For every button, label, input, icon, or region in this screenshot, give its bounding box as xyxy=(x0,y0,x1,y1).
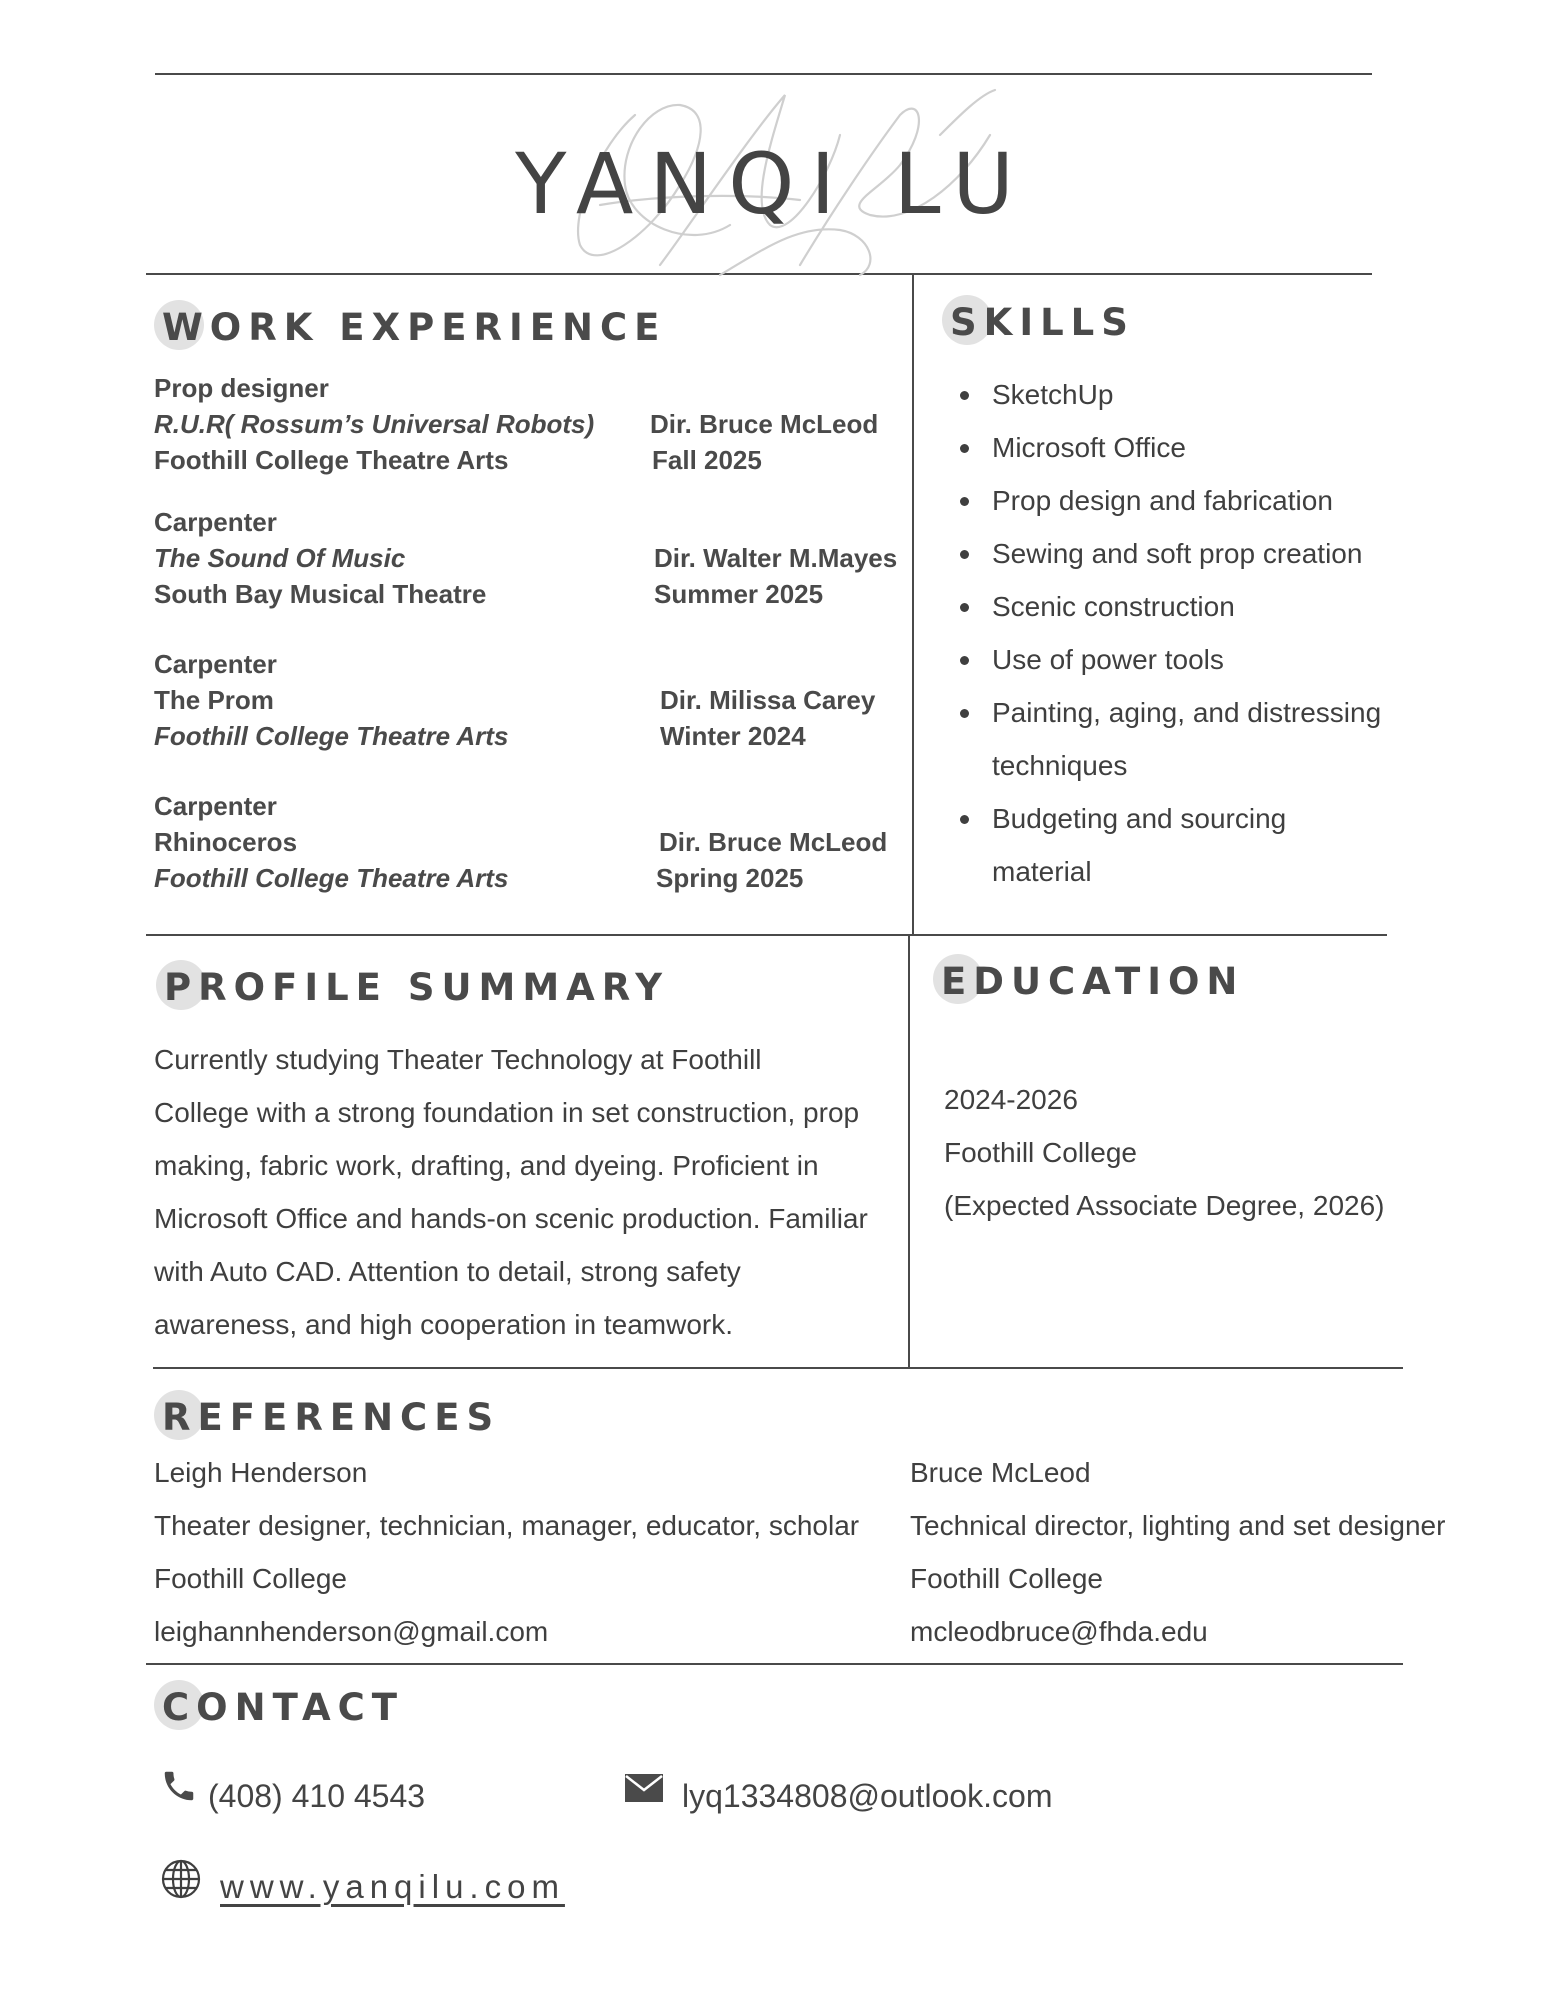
work-term: Summer 2025 xyxy=(654,579,824,609)
work-production: The Sound Of Music xyxy=(154,543,406,573)
envelope-icon xyxy=(624,1773,664,1803)
summary-line: with Auto CAD. Attention to detail, strong safety xyxy=(154,1256,741,1287)
summary-line: College with a strong foundation in set construction, prop xyxy=(154,1097,860,1128)
references-divider xyxy=(146,1663,1403,1665)
reference-name: Leigh Henderson xyxy=(154,1457,368,1488)
work-role: Carpenter xyxy=(154,791,277,821)
work-entry xyxy=(154,646,914,754)
work-director: Dir. Milissa Carey xyxy=(660,685,876,715)
reference-card xyxy=(910,1446,1445,1658)
summary-line: Currently studying Theater Technology at Foothill xyxy=(154,1044,762,1075)
work-production: R.U.R( Rossum’s Universal Robots) xyxy=(154,409,595,439)
website-link[interactable]: www.yanqilu.com xyxy=(220,1868,565,1905)
reference-title: Theater designer, technician, manager, educator, scholar xyxy=(154,1510,860,1541)
work-role: Prop designer xyxy=(154,373,329,403)
page-title: YANQI LU xyxy=(515,135,1030,233)
column-divider-bottom xyxy=(908,934,910,1368)
work-term: Fall 2025 xyxy=(652,445,762,475)
skill-item: Scenic construction xyxy=(958,580,1418,633)
skill-item: Microsoft Office xyxy=(958,421,1418,474)
reference-email[interactable]: mcleodbruce@fhda.edu xyxy=(910,1616,1208,1647)
work-venue: Foothill College Theatre Arts xyxy=(154,863,509,893)
skill-item: SketchUp xyxy=(958,368,1418,421)
summary-line: awareness, and high cooperation in teamwork. xyxy=(154,1309,734,1340)
work-term: Winter 2024 xyxy=(660,721,806,751)
summary-line: Microsoft Office and hands-on scenic production. Familiar xyxy=(154,1203,868,1234)
work-venue: Foothill College Theatre Arts xyxy=(154,445,509,475)
education-degree: (Expected Associate Degree, 2026) xyxy=(944,1190,1385,1221)
work-venue: South Bay Musical Theatre xyxy=(154,579,487,609)
education-school: Foothill College xyxy=(944,1137,1137,1168)
work-role: Carpenter xyxy=(154,649,277,679)
skill-item: Prop design and fabrication xyxy=(958,474,1418,527)
work-production: The Prom xyxy=(154,685,274,715)
globe-icon xyxy=(160,1858,202,1900)
work-venue: Foothill College Theatre Arts xyxy=(154,721,509,751)
email-address[interactable]: lyq1334808@outlook.com xyxy=(682,1778,1053,1814)
skill-item: Painting, aging, and distressing techniques xyxy=(958,686,1412,792)
work-director: Dir. Bruce McLeod xyxy=(650,409,879,439)
profile-summary-text xyxy=(154,1033,894,1351)
phone-number[interactable]: (408) 410 4543 xyxy=(208,1778,426,1814)
skill-item: Budgeting and sourcing material xyxy=(958,792,1322,898)
reference-card xyxy=(154,1446,859,1658)
reference-org: Foothill College xyxy=(154,1563,347,1594)
summary-line: making, fabric work, drafting, and dyeing. Proficient in xyxy=(154,1150,819,1181)
reference-email[interactable]: leighannhenderson@gmail.com xyxy=(154,1616,549,1647)
work-entry xyxy=(154,788,914,896)
work-director: Dir. Walter M.Mayes xyxy=(654,543,898,573)
education-details xyxy=(944,1073,1394,1232)
reference-name: Bruce McLeod xyxy=(910,1457,1091,1488)
education-years: 2024-2026 xyxy=(944,1084,1078,1115)
work-role: Carpenter xyxy=(154,507,277,537)
skill-item: Sewing and soft prop creation xyxy=(958,527,1418,580)
work-term: Spring 2025 xyxy=(656,863,804,893)
work-production: Rhinoceros xyxy=(154,827,298,857)
reference-org: Foothill College xyxy=(910,1563,1103,1594)
skill-item: Use of power tools xyxy=(958,633,1418,686)
reference-title: Technical director, lighting and set designer xyxy=(910,1510,1446,1541)
work-entry xyxy=(154,370,914,478)
phone-icon xyxy=(160,1767,198,1805)
skills-list xyxy=(958,368,1418,898)
work-director: Dir. Bruce McLeod xyxy=(659,827,888,857)
profile-divider xyxy=(153,1367,1403,1369)
work-divider xyxy=(146,934,1387,936)
work-entry xyxy=(154,504,914,612)
